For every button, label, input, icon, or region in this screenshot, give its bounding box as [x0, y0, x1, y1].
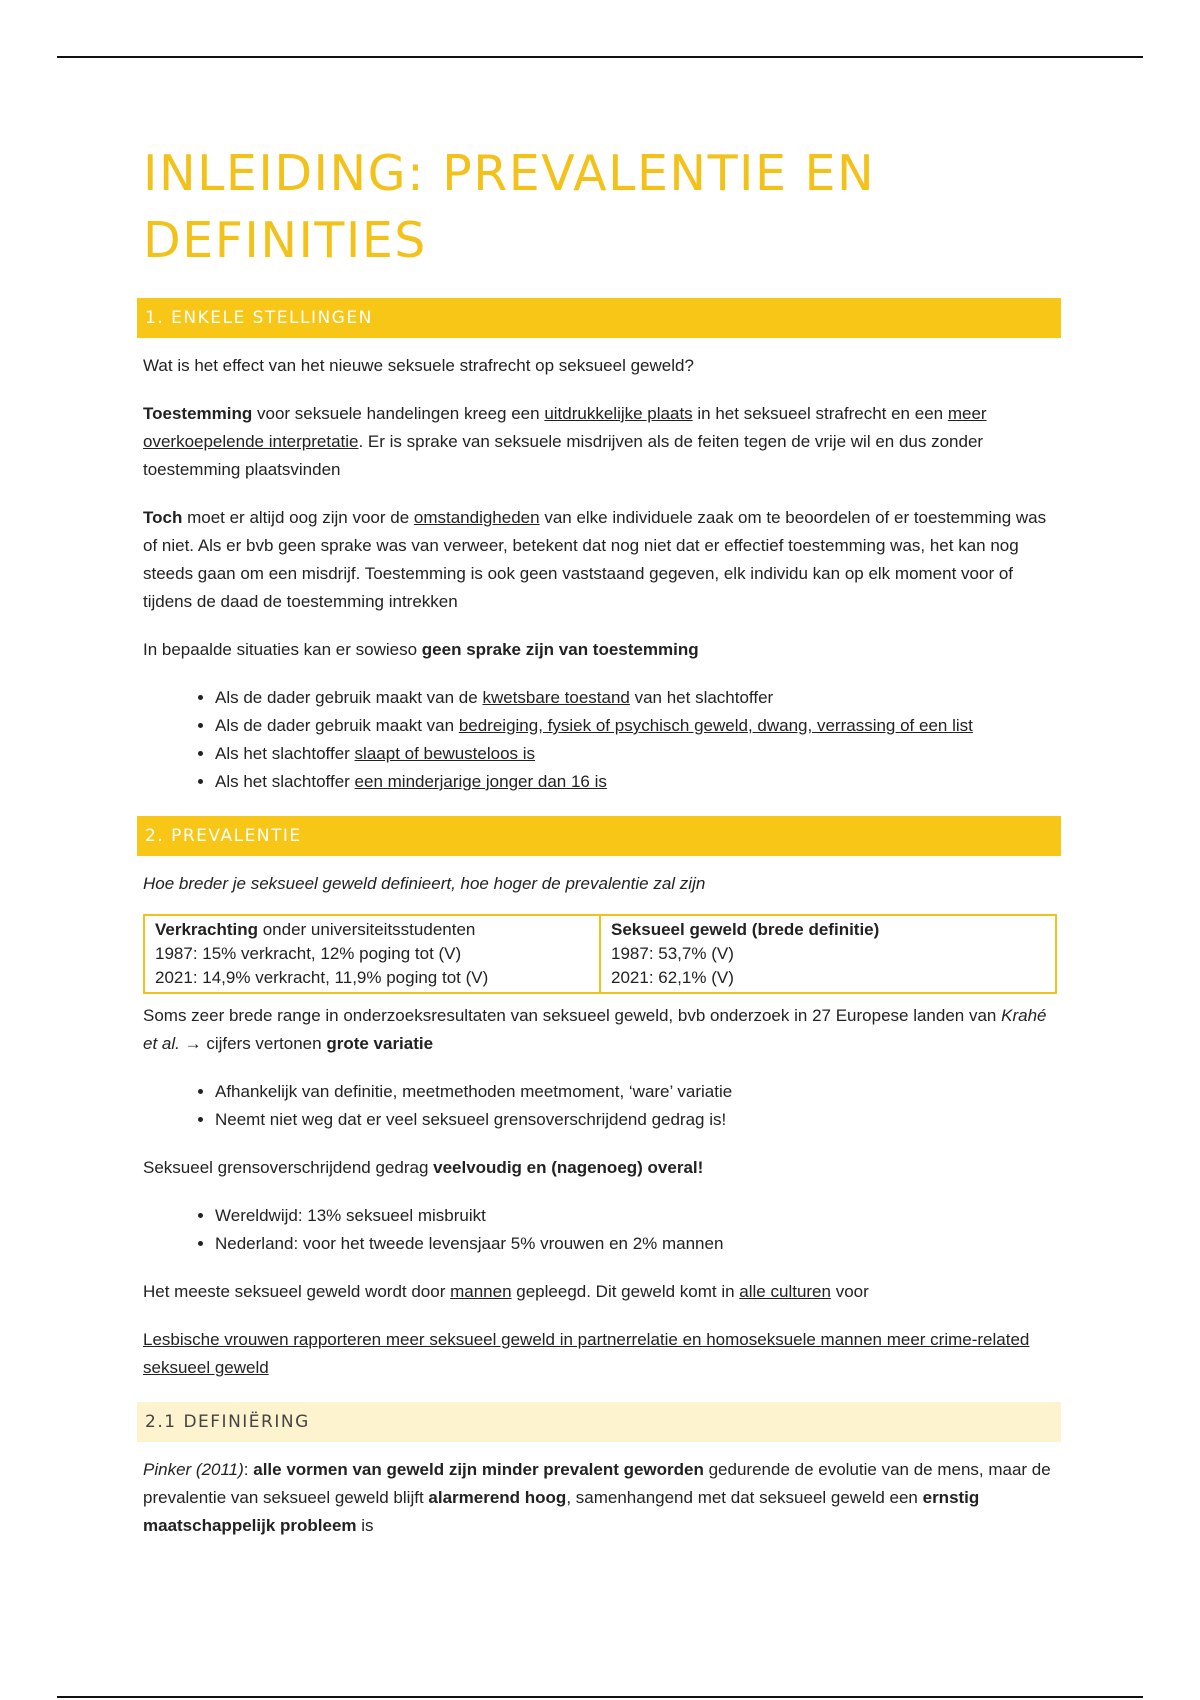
text: van elke individuele zaak om te beoordelen of er toestemming was of niet. Als er bvb geen sprake was van verweer, betekent dat nog niet dat er effectief toestemming was, het kan nog steeds gaan om een misdrijf. Toestemming is ook geen vaststaand gegeven, elk individu kan op elk moment voor of tijdens de daad de toestemming intrekken	[143, 508, 1047, 611]
arrow-icon: →	[179, 1034, 207, 1053]
table-cell-seksueel-geweld	[600, 915, 1056, 993]
text: Als de dader gebruik maakt van	[215, 716, 459, 735]
text: Soms zeer brede range in onderzoeksresultaten van seksueel geweld, bvb onderzoek in 27 Europese landen van	[143, 1006, 1002, 1025]
list-item	[215, 684, 1055, 712]
sgg-paragraph	[143, 1154, 1055, 1182]
text: voor seksuele handelingen kreeg een	[252, 404, 545, 423]
bold-term: veelvoudig en (nagenoeg) overal!	[433, 1158, 704, 1177]
text: gepleegd. Dit geweld komt in	[511, 1282, 740, 1301]
list-item: • Wereldwijd: 13% seksueel misbruikt	[215, 1202, 1055, 1230]
text: Als de dader gebruik maakt van de	[215, 688, 483, 707]
list-item: • Nederland: voor het tweede levensjaar 5% vrouwen en 2% mannen	[215, 1230, 1055, 1258]
text: In bepaalde situaties kan er sowieso	[143, 640, 422, 659]
section-heading-enkele-stellingen: 1. ENKELE STELLINGEN	[137, 298, 1061, 338]
section-heading-definiering: 2.1 DEFINIËRING	[137, 1402, 1061, 1442]
text: in het seksueel strafrecht en een	[692, 404, 948, 423]
range-paragraph	[143, 1002, 1055, 1058]
cell-line: 1987: 15% verkracht, 12% poging tot (V)	[155, 944, 462, 963]
underlined-term: uitdrukkelijke plaats	[544, 404, 693, 423]
bold-term: geen sprake zijn van toestemming	[421, 640, 699, 659]
prevalentie-intro: Hoe breder je seksueel geweld definieert, hoe hoger de prevalentie zal zijn	[143, 874, 706, 893]
text: , samenhangend met dat seksueel geweld een	[566, 1488, 923, 1507]
variatie-bullet-list	[143, 1078, 1055, 1134]
underlined-term: slaapt of bewusteloos is	[354, 744, 536, 763]
underlined-term: meer overkoepelende interpretatie	[143, 404, 987, 451]
text: Het meeste seksueel geweld wordt door	[143, 1282, 451, 1301]
underlined-term: kwetsbare toestand	[482, 688, 630, 707]
situaties-paragraph	[143, 636, 1055, 664]
underlined-term: mannen	[450, 1282, 512, 1301]
text: is	[356, 1516, 374, 1535]
pinker-paragraph	[143, 1456, 1055, 1540]
document-body	[143, 140, 1055, 1560]
bold-term: Verkrachting	[155, 920, 258, 939]
list-item	[215, 768, 1055, 796]
prevalence-table	[143, 914, 1057, 994]
bold-term: alarmerend hoog	[428, 1488, 567, 1507]
text: voor	[830, 1282, 869, 1301]
cell-heading	[611, 918, 1045, 942]
bold-term: alle vormen van geweld zijn minder prevalent geworden	[253, 1460, 704, 1479]
cell-line: 1987: 53,7% (V)	[611, 944, 734, 963]
section-heading-prevalentie: 2. PREVALENTIE	[137, 816, 1061, 856]
text: onder universiteitsstudenten	[258, 920, 476, 939]
text: van het slachtoffer	[629, 688, 774, 707]
toch-paragraph	[143, 504, 1055, 616]
underlined-term: bedreiging, fysiek of psychisch geweld, dwang, verrassing of een list	[458, 716, 973, 735]
citation: Pinker (2011)	[143, 1460, 244, 1479]
toestemming-bullet-list	[143, 684, 1055, 796]
bold-term: ernstig maatschappelijk probleem	[143, 1488, 980, 1535]
bold-term: Toestemming	[143, 404, 253, 423]
cell-line: 2021: 14,9% verkracht, 11,9% poging tot (V)	[155, 968, 489, 987]
bold-term: grote variatie	[326, 1034, 434, 1053]
list-item	[215, 712, 1055, 740]
mannen-paragraph	[143, 1278, 1055, 1306]
cell-heading	[155, 918, 589, 942]
citation: Krahé et al.	[143, 1006, 1047, 1053]
text: cijfers vertonen	[206, 1034, 327, 1053]
text: Als het slachtoffer	[215, 772, 355, 791]
underlined-term: alle culturen	[739, 1282, 831, 1301]
list-item: • Neemt niet weg dat er veel seksueel grensoverschrijdend gedrag is!	[215, 1106, 1055, 1134]
underlined-term: een minderjarige jonger dan 16 is	[354, 772, 607, 791]
table-cell-verkrachting	[144, 915, 600, 993]
page-title: INLEIDING: PREVALENTIE EN DEFINITIES	[143, 145, 876, 269]
text: moet er altijd oog zijn voor de	[182, 508, 414, 527]
cell-line: 2021: 62,1% (V)	[611, 968, 734, 987]
text: Als het slachtoffer	[215, 744, 355, 763]
table-row	[144, 915, 1056, 993]
text: . Er is sprake van seksuele misdrijven als de feiten tegen de vrije wil en dus zonder toestemming plaatsvinden	[143, 432, 984, 479]
footer-rule	[57, 1696, 1143, 1698]
list-item: • Afhankelijk van definitie, meetmethoden meetmoment, ‘ware’ variatie	[215, 1078, 1055, 1106]
question-paragraph: Wat is het effect van het nieuwe seksuele strafrecht op seksueel geweld?	[143, 356, 694, 375]
lgbt-paragraph: Lesbische vrouwen rapporteren meer seksueel geweld in partnerrelatie en homoseksuele mannen meer crime-related seksueel geweld	[143, 1330, 1030, 1377]
bold-term: Seksueel geweld (brede definitie)	[611, 920, 880, 939]
bold-term: Toch	[143, 508, 183, 527]
text: :	[243, 1460, 254, 1479]
list-item	[215, 740, 1055, 768]
underlined-term: omstandigheden	[413, 508, 540, 527]
toestemming-paragraph	[143, 400, 1055, 484]
text: Seksueel grensoverschrijdend gedrag	[143, 1158, 434, 1177]
header-rule	[57, 56, 1143, 58]
sgg-bullet-list	[143, 1202, 1055, 1258]
text: gedurende de evolutie van de mens, maar de prevalentie van seksueel geweld blijft	[143, 1460, 1051, 1507]
